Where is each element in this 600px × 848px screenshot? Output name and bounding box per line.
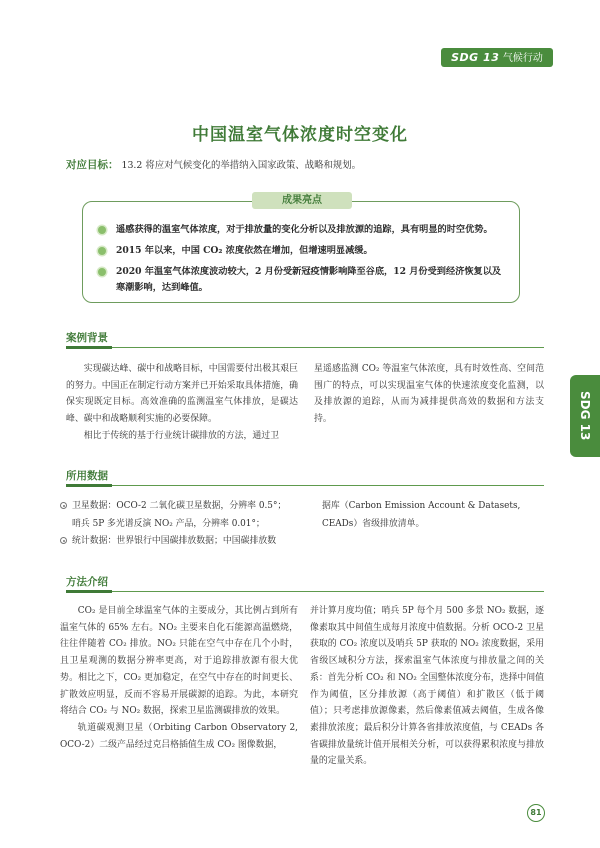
bullet-dot-icon: [98, 268, 106, 276]
circle-bullet-icon: [60, 537, 67, 544]
data-text: 哨兵 5P 多光谱反演 NO₂ 产品，分辨率 0.01°；: [72, 518, 265, 529]
page-title: 中国温室气体浓度时空变化: [192, 125, 408, 145]
method-right-column: [310, 603, 544, 770]
section-title: 所用数据: [66, 470, 108, 482]
data-right-column: [322, 498, 544, 533]
data-item: [60, 533, 304, 551]
paragraph: CO₂ 是目前全球温室气体的主要成分，其比例占到所有温室气体的 65% 左右。NO₂ 主要来自化石能源高温燃烧，往往伴随着 CO₂ 排放。NO₂ 只能在空气中存在几个小时，且卫星观测的数据分辨率更高，对于追踪排放源有很大优势。相比之下，CO₂ 更加稳定，在空气中存在的时间更长、扩散效应明显，反而不容易开展碳源的追踪。为此，本研究将结合 CO₂ 与 NO₂ 数据，探索卫星监测碳排放的效果。: [60, 606, 298, 717]
data-text: 统计数据：世界银行中国碳排放数据；中国碳排放数: [72, 536, 277, 546]
method-left-column: [60, 603, 298, 753]
target-label: 对应目标：: [66, 159, 119, 171]
paragraph: 实现碳达峰、碳中和战略目标，中国需要付出极其艰巨的努力。中国正在制定行动方案并已开始采取具体措施，确保实现既定目标。高效准确的监测温室气体排放，是碳达峰、碳中和战略顺利实施的必要保障。: [66, 364, 298, 425]
highlights-list: [98, 222, 508, 301]
paragraph: 相比于传统的基于行业统计碳排放的方法，通过卫: [83, 430, 280, 441]
section-header-method: [66, 575, 544, 592]
sdg-banner: [441, 48, 553, 67]
data-item: [60, 516, 304, 534]
bullet-dot-icon: [98, 247, 106, 255]
paragraph: 轨道碳观测卫星（Orbiting Carbon Observatory 2, OCO-2）二级产品经过克吕格插值生成 CO₂ 图像数据，: [60, 722, 298, 750]
circle-bullet-icon: [60, 502, 67, 509]
banner-title: 气候行动: [502, 53, 543, 64]
target-line: [66, 158, 546, 173]
highlight-text: 遥感获得的温室气体浓度，对于排放量的变化分析以及排放源的追踪，具有明显的时空优势。: [116, 224, 493, 235]
highlight-item: [98, 264, 508, 296]
banner-sdg: SDG 13: [451, 51, 500, 64]
section-title: 方法介绍: [66, 576, 108, 588]
paragraph: 星遥感监测 CO₂ 等温室气体浓度，具有时效性高、空间范围广的特点，可以实现温室气体的快速浓度变化监测，以及排放源的追踪，从而为减排提供高效的数据和方法支持。: [314, 364, 544, 425]
background-right-column: [314, 361, 544, 428]
side-tab-label: SDG 13: [578, 391, 592, 441]
paragraph: 据库（Carbon Emission Account & Datasets, CEADs）省级排放清单。: [322, 501, 521, 529]
paragraph: 并计算月度均值；哨兵 5P 每个月 500 多景 NO₂ 数据，逐像素取其中间值生成每月浓度中值数据。分析 OCO-2 卫星获取的 CO₂ 浓度以及哨兵 5P 获取的 NO₂ 浓度数据，采用省级区域积分方法，探索温室气体浓度与排放量之间的关系：首先分析 CO₂ 和 NO₂ 全国整体浓度分布，选择中间值作为阈值，区分排放源（高于阈值）和扩散区（低于阈值）；只考虑排放源像素，然后像素值减去阈值，生成各像素排放浓度；最后积分计算各省排放浓度值，与 CEADs 各省碳排放量统计值开展相关分析，可以获得累积浓度与排放量的定量关系。: [310, 606, 544, 767]
data-text: 卫星数据：OCO-2 二氧化碳卫星数据，分辨率 0.5°；: [72, 501, 287, 511]
highlight-text: 2020 年温室气体浓度波动较大，2 月份受新冠疫情影响降至谷底，12 月份受到经济恢复以及寒潮影响，达到峰值。: [116, 266, 502, 293]
data-item: [60, 498, 304, 516]
highlight-item: [98, 222, 508, 238]
section-underline: [66, 590, 112, 593]
section-underline: [66, 484, 112, 487]
highlights-title: 成果亮点: [252, 192, 352, 209]
data-left-column: [60, 498, 304, 551]
section-header-data: [66, 469, 544, 486]
highlight-text: 2015 年以来，中国 CO₂ 浓度依然在增加，但增速明显减缓。: [116, 245, 373, 256]
section-underline: [66, 346, 112, 349]
highlight-item: [98, 243, 508, 259]
section-header-background: [66, 331, 544, 348]
bullet-dot-icon: [98, 226, 106, 234]
page-number: 81: [527, 804, 545, 822]
target-text: 13.2 将应对气候变化的举措纳入国家政策、战略和规划。: [121, 160, 361, 171]
background-left-column: [66, 361, 298, 445]
section-title: 案例背景: [66, 332, 108, 344]
